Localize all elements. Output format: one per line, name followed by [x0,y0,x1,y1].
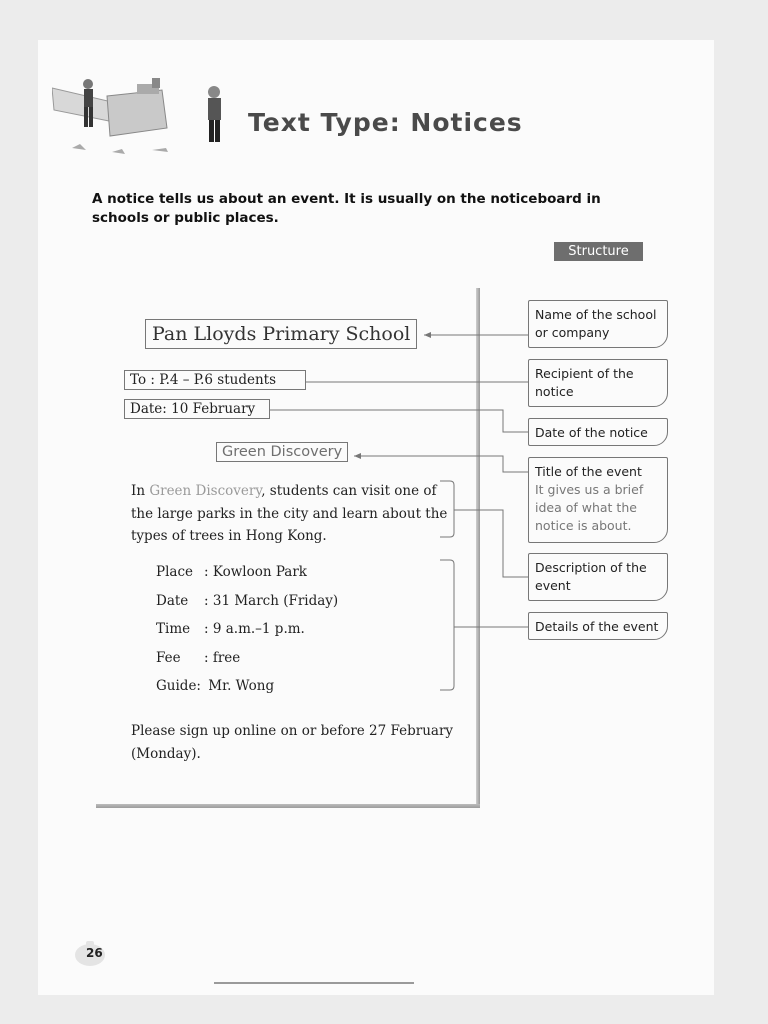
detail-row: Fee : free [156,644,338,673]
label-details-text: Details of the event [535,619,659,634]
recipient-label: To [130,372,147,388]
date-value: 10 February [171,401,256,417]
school-name: Pan Lloyds Primary School [145,319,417,349]
detail-value: Kowloon Park [212,564,307,580]
date-row [124,399,270,419]
detail-label: Guide: [156,678,201,694]
event-details [156,558,338,701]
label-recipient-text: Recipient of the notice [535,366,634,399]
label-title-text: Title of the event [535,464,642,479]
label-school-text: Name of the school or company [535,307,657,340]
label-description [528,553,668,601]
signup-text: Please sign up online on or before 27 February (Monday). [131,723,454,762]
label-recipient [528,359,668,407]
detail-label: Date [156,592,189,609]
label-title-sub: It gives us a brief idea of what the notice is about. [535,482,644,533]
detail-row: Place : Kowloon Park [156,558,338,587]
event-description [131,480,451,548]
description-highlight: Green Discovery [149,483,262,499]
detail-row: Time : 9 a.m.–1 p.m. [156,615,338,644]
detail-label: Fee [156,649,181,666]
detail-value: 31 March (Friday) [212,592,339,609]
notice-paper-bottom [96,804,480,808]
label-school [528,300,668,348]
label-title [528,457,668,543]
label-description-text: Description of the event [535,560,647,593]
notice-paper-edge [476,288,480,808]
description-intro: In [131,483,146,499]
detail-value: free [212,649,241,666]
structure-tag: Structure [554,242,643,261]
label-date-text: Date of the notice [535,425,648,440]
description-rest: , students can visit one of the large parks in the city and learn about the types of trees in Hong Kong. [131,483,448,544]
bottom-scan-line [214,982,414,984]
recipient-value: : P.4 – P.6 students [150,372,277,388]
event-title: Green Discovery [216,442,348,462]
detail-label: Place [156,564,193,580]
date-label: Date: [130,401,167,417]
label-date [528,418,668,446]
page-number: 26 [86,946,103,960]
detail-label: Time [156,621,191,637]
page-number-badge [72,938,108,968]
detail-row [156,672,338,701]
detail-value: Mr. Wong [208,678,275,694]
detail-value: 9 a.m.–1 p.m. [212,621,305,637]
recipient-row [124,370,306,390]
page-title: Text Type: Notices [248,108,523,137]
label-details [528,612,668,640]
worker-illustration-icon [52,70,242,160]
intro-text: A notice tells us about an event. It is usually on the noticeboard in schools or public places. [92,191,601,226]
detail-row: Date : 31 March (Friday) [156,587,338,616]
